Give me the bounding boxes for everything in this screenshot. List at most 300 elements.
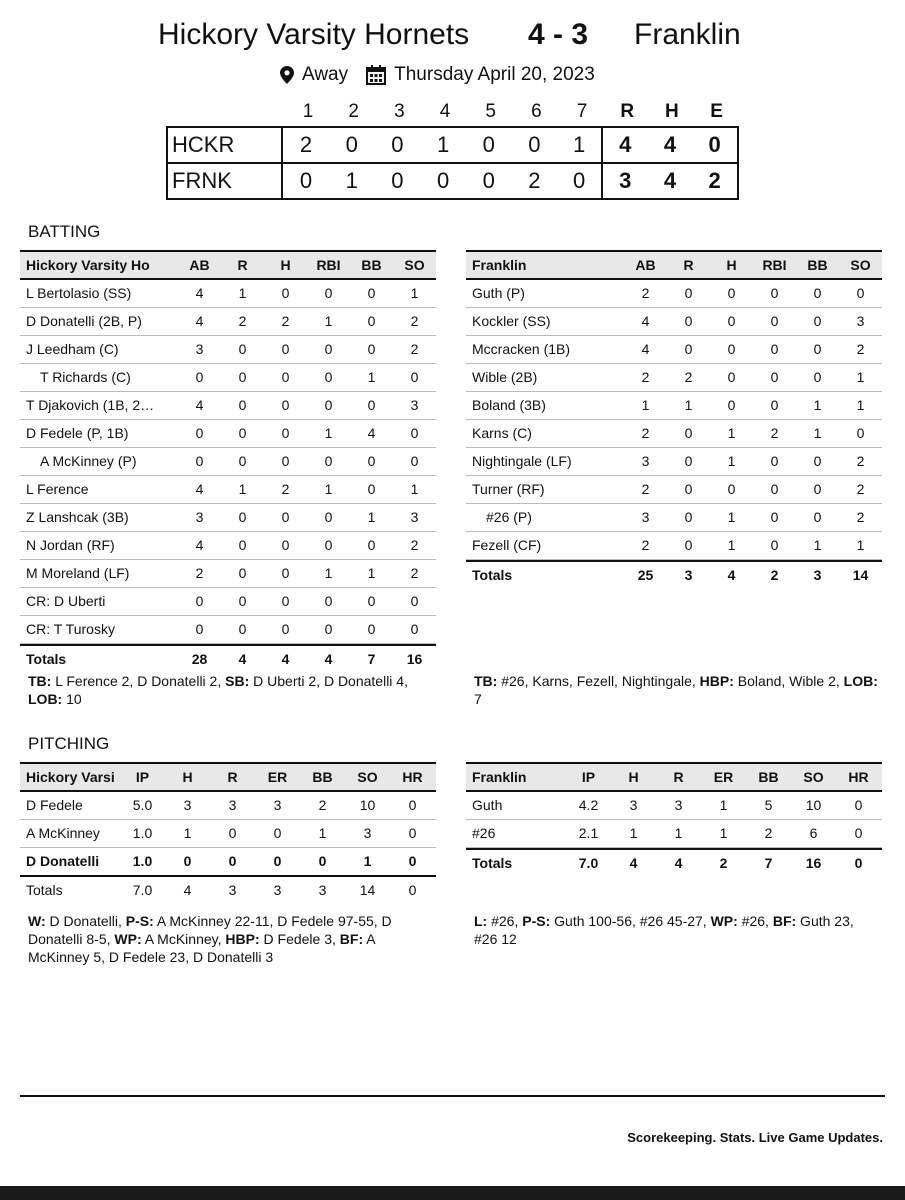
stat-cell: 0 xyxy=(238,621,247,637)
stat-cell: 1 xyxy=(238,285,247,301)
totals-row xyxy=(20,877,436,904)
stat-cell: 4 xyxy=(195,397,204,413)
column-header: Franklin xyxy=(472,257,527,273)
home-batting-notes xyxy=(28,672,408,708)
stat-cell: 0 xyxy=(727,285,736,301)
table-row xyxy=(20,420,436,448)
stat-cell: 0 xyxy=(281,285,290,301)
line-score-cell: 0 xyxy=(391,168,404,193)
totals-cell: 4 xyxy=(629,855,638,871)
ps-label: P-S: xyxy=(522,913,551,929)
table-row xyxy=(466,420,882,448)
table-row xyxy=(466,336,882,364)
stat-cell: 0 xyxy=(281,369,290,385)
player-name: #26 (P) xyxy=(486,509,532,525)
pitching-title: PITCHING xyxy=(28,734,110,753)
player-name: Z Lanshcak (3B) xyxy=(26,509,129,525)
stat-cell: 0 xyxy=(684,341,693,357)
stat-cell: 0 xyxy=(813,481,822,497)
stat-cell: 1 xyxy=(238,481,247,497)
totals-cell: 7 xyxy=(764,855,773,871)
line-score-cell: 2 xyxy=(299,132,313,157)
stat-cell: 1 xyxy=(410,285,419,301)
home-pitching-notes xyxy=(28,912,438,966)
player-name: L Ference xyxy=(26,481,89,497)
stat-cell: 0 xyxy=(367,285,376,301)
stat-cell: 2 xyxy=(770,425,779,441)
stat-cell: 0 xyxy=(238,453,247,469)
stat-cell: 1 xyxy=(410,481,419,497)
stat-cell: 0 xyxy=(727,481,736,497)
stat-cell: 1.0 xyxy=(132,853,153,869)
stat-cell: 2 xyxy=(238,313,247,329)
player-name: Fezell (CF) xyxy=(472,537,542,553)
totals-cell: 4 xyxy=(674,855,683,871)
stat-cell: 1 xyxy=(367,369,376,385)
stat-cell: 3 xyxy=(641,509,650,525)
table-row xyxy=(20,820,436,848)
stat-cell: 2 xyxy=(856,481,865,497)
totals-cell: 14 xyxy=(852,567,869,583)
stat-cell: 0 xyxy=(856,285,865,301)
line-score-cell: 0 xyxy=(436,168,450,193)
table-row xyxy=(20,560,436,588)
line-score-cell: 0 xyxy=(482,132,495,157)
stat-cell: 0 xyxy=(410,453,419,469)
column-header: IP xyxy=(581,769,596,785)
stat-cell: 2.1 xyxy=(578,825,599,841)
bottom-bar xyxy=(0,1186,905,1200)
table-row xyxy=(466,792,882,820)
map-pin-icon xyxy=(280,66,294,84)
stat-cell: 0 xyxy=(684,285,693,301)
line-score-team: HCKR xyxy=(168,128,283,162)
home-pitching-table xyxy=(20,762,436,904)
line-score-cell: 0 xyxy=(299,168,313,193)
table-row xyxy=(466,476,882,504)
stat-cell: 1 xyxy=(324,481,333,497)
table-row xyxy=(466,448,882,476)
home-batting-table xyxy=(20,250,436,673)
stat-cell: 0 xyxy=(195,369,204,385)
stat-cell: 3 xyxy=(641,453,650,469)
stat-cell: 0 xyxy=(273,853,282,869)
location-label: Away xyxy=(302,64,349,85)
stat-cell: 2 xyxy=(641,481,650,497)
stat-cell: 0 xyxy=(410,593,419,609)
stat-cell: 1 xyxy=(727,425,736,441)
line-score-column-header: H xyxy=(665,101,679,122)
stat-cell: 0 xyxy=(324,593,333,609)
stat-cell: 0 xyxy=(684,537,693,553)
line-score-column-header: 1 xyxy=(302,101,314,122)
ps-value: A McKinney 22-11, D Fedele 97-55, D Donatelli 8-5, xyxy=(28,913,392,947)
player-name: T Richards (C) xyxy=(40,369,131,385)
stat-cell: 2 xyxy=(641,425,650,441)
totals-cell: 3 xyxy=(813,567,822,583)
stat-cell: 0 xyxy=(813,341,822,357)
table-row xyxy=(20,336,436,364)
stat-cell: 0 xyxy=(367,313,376,329)
stat-cell: 0 xyxy=(770,509,779,525)
away-team-name: Franklin xyxy=(634,18,741,51)
l-value: #26, xyxy=(487,913,523,929)
stat-cell: 0 xyxy=(856,425,865,441)
table-row xyxy=(20,476,436,504)
stat-cell: 2 xyxy=(410,537,419,553)
stat-cell: 1 xyxy=(684,397,693,413)
lob-value: 10 xyxy=(62,691,82,707)
stat-cell: 0 xyxy=(727,341,736,357)
lob-label: LOB: xyxy=(28,691,63,707)
table-row xyxy=(20,308,436,336)
line-score-row xyxy=(168,128,737,162)
stat-cell: 0 xyxy=(727,397,736,413)
stat-cell: 0 xyxy=(367,537,376,553)
stat-cell: 2 xyxy=(281,313,290,329)
player-name: Guth (P) xyxy=(472,285,525,301)
stat-cell: 1 xyxy=(363,853,372,869)
stat-cell: 1 xyxy=(367,565,376,581)
wp-label: WP: xyxy=(114,931,142,947)
column-header: BB xyxy=(807,257,828,273)
line-score-column-header: 3 xyxy=(394,101,405,122)
away-pitching-notes xyxy=(474,912,874,948)
player-name: T Djakovich (1B, 2… xyxy=(26,397,155,413)
line-score-column-header: 4 xyxy=(439,101,451,122)
stat-cell: 0 xyxy=(281,537,290,553)
stat-cell: 2 xyxy=(281,481,290,497)
line-score-cell: 3 xyxy=(619,168,632,193)
line-score-cell: 4 xyxy=(619,132,632,157)
bf-value: Guth 23, #26 12 xyxy=(474,913,854,947)
player-name: D Fedele xyxy=(26,797,83,813)
column-header: R xyxy=(673,769,684,785)
stat-cell: 0 xyxy=(324,285,333,301)
stat-cell: 4 xyxy=(195,285,204,301)
column-header: H xyxy=(280,257,291,273)
stat-cell: 1 xyxy=(719,825,728,841)
column-header: H xyxy=(628,769,639,785)
player-name: CR: D Uberti xyxy=(26,593,106,609)
stat-cell: 4 xyxy=(641,341,650,357)
stat-cell: 0 xyxy=(238,397,247,413)
stat-cell: 1 xyxy=(727,537,736,553)
stat-cell: 10 xyxy=(359,797,376,813)
stat-cell: 4 xyxy=(641,313,650,329)
bf-label: BF: xyxy=(772,913,797,929)
line-score-cell: 0 xyxy=(482,168,495,193)
totals-cell: 7.0 xyxy=(578,855,599,871)
stat-cell: 2 xyxy=(856,509,865,525)
table-row xyxy=(466,280,882,308)
stat-cell: 0 xyxy=(770,397,779,413)
stat-cell: 0 xyxy=(408,825,417,841)
table-header-row xyxy=(20,762,436,792)
line-score-column-header: 5 xyxy=(485,101,496,122)
player-name: D Donatelli xyxy=(26,853,100,869)
stat-cell: 3 xyxy=(410,509,419,525)
column-header: IP xyxy=(135,769,150,785)
stat-cell: 3 xyxy=(195,509,204,525)
table-row xyxy=(20,504,436,532)
line-score-header xyxy=(166,98,739,126)
stat-cell: 1 xyxy=(727,509,736,525)
ps-label: P-S: xyxy=(125,913,154,929)
stat-cell: 0 xyxy=(770,453,779,469)
stat-cell: 0 xyxy=(410,369,419,385)
stat-cell: 3 xyxy=(410,397,419,413)
stat-cell: 0 xyxy=(770,537,779,553)
table-row xyxy=(466,364,882,392)
player-name: CR: T Turosky xyxy=(26,621,115,637)
totals-cell: 16 xyxy=(406,651,423,667)
tb-value: L Ference 2, D Donatelli 2, xyxy=(51,673,226,689)
column-header: SO xyxy=(357,769,378,785)
stat-cell: 0 xyxy=(324,369,333,385)
table-row xyxy=(20,532,436,560)
stat-cell: 4 xyxy=(195,537,204,553)
totals-cell: 3 xyxy=(228,882,237,898)
stat-cell: 3 xyxy=(273,797,282,813)
stat-cell: 0 xyxy=(408,853,417,869)
wp-value: #26, xyxy=(737,913,773,929)
totals-cell: 7.0 xyxy=(132,882,153,898)
stat-cell: 3 xyxy=(629,797,638,813)
stat-cell: 2 xyxy=(410,313,419,329)
line-score-cell: 1 xyxy=(557,128,603,162)
stat-cell: 0 xyxy=(324,537,333,553)
totals-cell: 25 xyxy=(637,567,654,583)
stat-cell: 0 xyxy=(238,593,247,609)
stat-cell: 1 xyxy=(324,313,333,329)
stat-cell: 0 xyxy=(318,853,327,869)
stat-cell: 0 xyxy=(195,425,204,441)
sb-value: D Uberti 2, D Donatelli 4, xyxy=(249,673,408,689)
stat-cell: 0 xyxy=(238,509,247,525)
totals-label: Totals xyxy=(472,855,513,871)
column-header: R xyxy=(227,769,238,785)
totals-cell: 16 xyxy=(805,855,822,871)
away-batting-table xyxy=(466,250,882,589)
player-name: Wible (2B) xyxy=(472,369,538,385)
stat-cell: 2 xyxy=(764,825,773,841)
column-header: AB xyxy=(189,257,210,273)
player-name: L Bertolasio (SS) xyxy=(26,285,132,301)
totals-cell: 4 xyxy=(324,651,333,667)
game-header xyxy=(0,18,905,58)
stat-cell: 0 xyxy=(281,509,290,525)
stat-cell: 0 xyxy=(367,593,376,609)
player-name: N Jordan (RF) xyxy=(26,537,115,553)
stat-cell: 1 xyxy=(367,509,376,525)
stat-cell: 1.0 xyxy=(132,825,153,841)
stat-cell: 0 xyxy=(183,853,192,869)
stat-cell: 3 xyxy=(363,825,372,841)
column-header: SO xyxy=(803,769,824,785)
player-name: Nightingale (LF) xyxy=(472,453,572,469)
stat-cell: 0 xyxy=(238,425,247,441)
stat-cell: 5 xyxy=(764,797,773,813)
table-row xyxy=(466,392,882,420)
stat-cell: 3 xyxy=(228,797,237,813)
stat-cell: 4 xyxy=(195,481,204,497)
line-score-cell: 2 xyxy=(708,168,721,193)
stat-cell: 2 xyxy=(410,565,419,581)
stat-cell: 1 xyxy=(183,825,192,841)
table-header-row xyxy=(466,250,882,280)
line-score-cell: 0 xyxy=(391,132,404,157)
player-name: Turner (RF) xyxy=(472,481,545,497)
line-score-column-header: R xyxy=(620,101,635,122)
stat-cell: 1 xyxy=(813,425,822,441)
stat-cell: 0 xyxy=(281,453,290,469)
stat-cell: 1 xyxy=(727,453,736,469)
stat-cell: 3 xyxy=(856,313,865,329)
stat-cell: 3 xyxy=(195,341,204,357)
stat-cell: 3 xyxy=(183,797,192,813)
stat-cell: 3 xyxy=(674,797,683,813)
line-score-cell: 4 xyxy=(663,168,677,193)
stat-cell: 0 xyxy=(813,369,822,385)
stat-cell: 0 xyxy=(195,453,204,469)
stat-cell: 2 xyxy=(641,537,650,553)
column-header: Hickory Varsi xyxy=(26,769,115,785)
table-row xyxy=(20,792,436,820)
totals-cell: 4 xyxy=(281,651,290,667)
bf-label: BF: xyxy=(339,931,364,947)
stat-cell: 1 xyxy=(674,825,683,841)
totals-cell: 14 xyxy=(359,882,376,898)
player-name: M Moreland (LF) xyxy=(26,565,130,581)
totals-label: Totals xyxy=(26,882,63,898)
stat-cell: 1 xyxy=(856,369,865,385)
totals-cell: 3 xyxy=(684,567,693,583)
stat-cell: 0 xyxy=(195,593,204,609)
line-score-grid xyxy=(166,126,739,200)
stat-cell: 0 xyxy=(324,453,333,469)
stat-cell: 0 xyxy=(281,397,290,413)
line-score-column-header: 2 xyxy=(348,101,359,122)
table-row xyxy=(466,504,882,532)
totals-row xyxy=(466,560,882,589)
line-score-cell: 1 xyxy=(345,168,358,193)
sb-label: SB: xyxy=(225,673,250,689)
footer-tagline: Scorekeeping. Stats. Live Game Updates. xyxy=(627,1130,883,1145)
stat-cell: 1 xyxy=(719,797,728,813)
stat-cell: 2 xyxy=(856,341,865,357)
column-header: SO xyxy=(850,257,871,273)
stat-cell: 0 xyxy=(727,313,736,329)
home-team-name: Hickory Varsity Hornets xyxy=(158,18,470,51)
tb-label: TB: xyxy=(474,673,498,689)
stat-cell: 2 xyxy=(684,369,693,385)
stat-cell: 10 xyxy=(805,797,822,813)
stat-cell: 0 xyxy=(813,509,822,525)
stat-cell: 0 xyxy=(281,621,290,637)
stat-cell: 0 xyxy=(228,853,237,869)
totals-cell: 0 xyxy=(854,855,863,871)
ps-value: Guth 100-56, #26 45-27, xyxy=(550,913,711,929)
l-label: L: xyxy=(474,913,488,929)
totals-cell: 0 xyxy=(408,882,417,898)
line-score-cell: 0 xyxy=(345,132,358,157)
stat-cell: 0 xyxy=(854,797,863,813)
wp-label: WP: xyxy=(710,913,738,929)
stat-cell: 1 xyxy=(318,825,327,841)
stat-cell: 1 xyxy=(856,537,865,553)
line-score-cell: 1 xyxy=(436,132,450,157)
w-value: D Donatelli, xyxy=(45,913,126,929)
bf-value: A McKinney 5, D Fedele 23, D Donatelli 3 xyxy=(28,931,375,965)
stat-cell: 0 xyxy=(324,621,333,637)
stat-cell: 0 xyxy=(281,425,290,441)
table-row xyxy=(466,820,882,848)
column-header: BB xyxy=(361,257,382,273)
stat-cell: 0 xyxy=(813,313,822,329)
player-name: D Fedele (P, 1B) xyxy=(26,425,129,441)
totals-cell: 28 xyxy=(191,651,208,667)
stat-cell: 0 xyxy=(770,481,779,497)
column-header: ER xyxy=(713,769,734,785)
column-header: H xyxy=(182,769,193,785)
stat-cell: 0 xyxy=(238,537,247,553)
stat-cell: 0 xyxy=(324,341,333,357)
final-score: 4 - 3 xyxy=(528,18,589,51)
tb-value: #26, Karns, Fezell, Nightingale, xyxy=(497,673,700,689)
totals-label: Totals xyxy=(472,567,513,583)
table-header-row xyxy=(20,250,436,280)
stat-cell: 0 xyxy=(281,341,290,357)
stat-cell: 0 xyxy=(410,425,419,441)
stat-cell: 0 xyxy=(367,341,376,357)
stat-cell: 0 xyxy=(770,341,779,357)
totals-row xyxy=(466,848,882,877)
stat-cell: 1 xyxy=(641,397,650,413)
totals-row xyxy=(20,644,436,673)
away-batting-notes xyxy=(474,672,884,708)
line-score-cell: 0 xyxy=(708,132,721,157)
table-row xyxy=(466,308,882,336)
column-header: AB xyxy=(635,257,656,273)
stat-cell: 0 xyxy=(684,453,693,469)
stat-cell: 0 xyxy=(324,509,333,525)
line-score-cell: 0 xyxy=(528,132,541,157)
stat-cell: 2 xyxy=(856,453,865,469)
totals-cell: 4 xyxy=(238,651,247,667)
table-row xyxy=(20,392,436,420)
stat-cell: 4.2 xyxy=(578,797,599,813)
lob-label: LOB: xyxy=(843,673,878,689)
player-name: Kockler (SS) xyxy=(472,313,551,329)
stat-cell: 2 xyxy=(641,369,650,385)
stat-cell: 1 xyxy=(324,425,333,441)
column-header: ER xyxy=(267,769,288,785)
table-header-row xyxy=(466,762,882,792)
line-score xyxy=(166,98,739,200)
totals-cell: 3 xyxy=(318,882,327,898)
table-row xyxy=(20,616,436,644)
totals-cell: 2 xyxy=(770,567,779,583)
table-row xyxy=(20,848,436,877)
column-header: HR xyxy=(402,769,423,785)
column-header: Franklin xyxy=(472,769,527,785)
stat-cell: 0 xyxy=(813,285,822,301)
stat-cell: 0 xyxy=(238,341,247,357)
stat-cell: 0 xyxy=(273,825,282,841)
line-score-column-header: 6 xyxy=(531,101,542,122)
line-score-team: FRNK xyxy=(168,164,283,198)
